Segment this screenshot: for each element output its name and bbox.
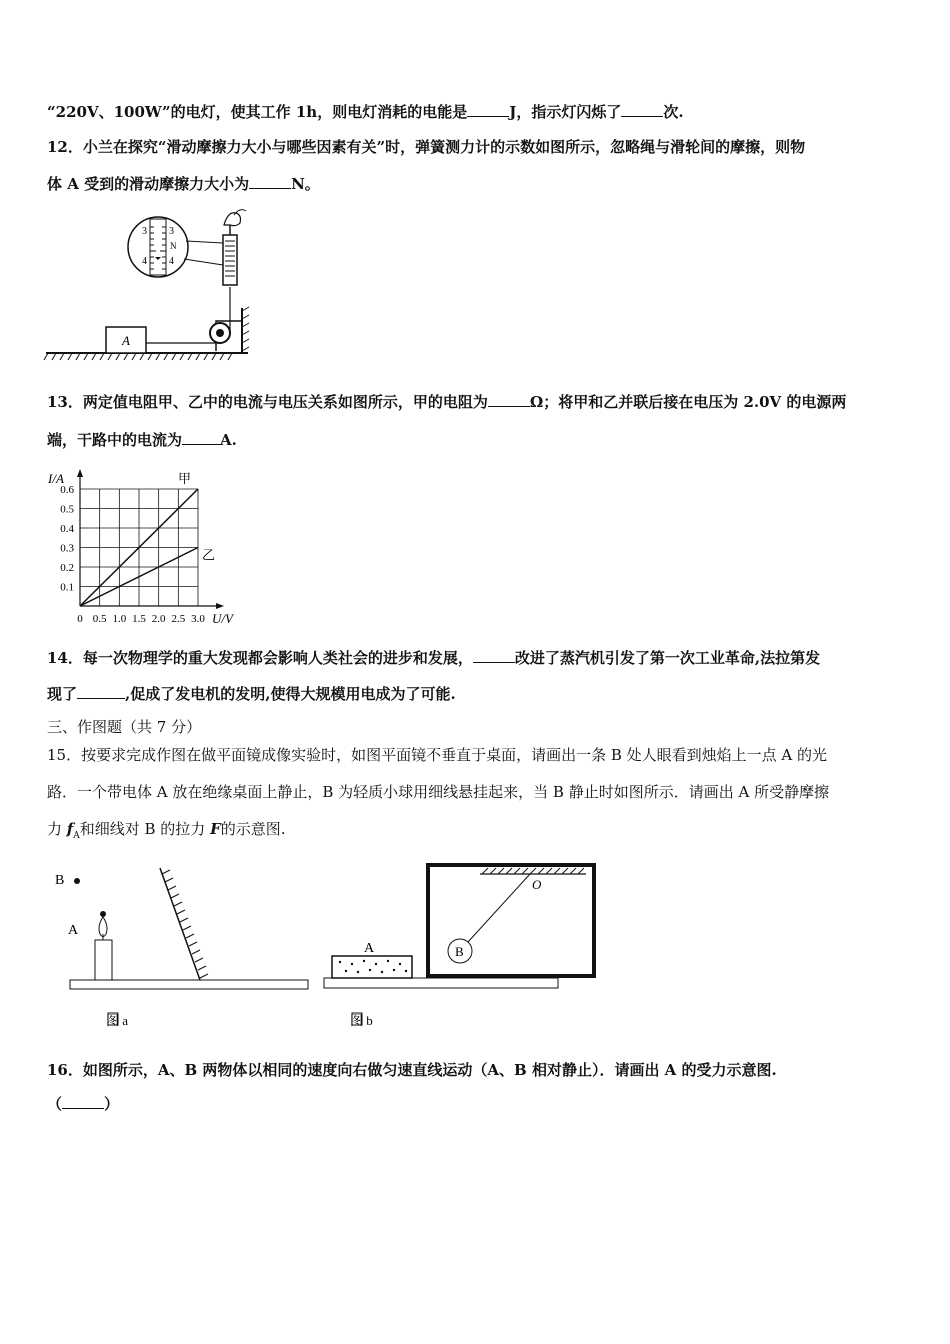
section-title: 三、作图题（共 7 分） — [47, 718, 202, 736]
svg-text:图 b: 图 b — [350, 1013, 373, 1028]
svg-text:4: 4 — [142, 256, 147, 267]
figure-a — [50, 860, 320, 1035]
q14-line2: 现了 ,促成了发电机的发明,使得大规模用电成为了可能. — [47, 685, 456, 703]
y-tick-label: 0.4 — [60, 523, 74, 535]
answer-blank[interactable] — [488, 392, 530, 407]
q14-line1: 14．每一次物理学的重大发现都会影响人类社会的进步和发展， 改进了蒸汽机引发了第一次工业革命,法拉第发 — [47, 649, 821, 667]
q11-text: “220V、100W”的电灯，使其工作 1h，则电灯消耗的电能是 J，指示灯闪烁了 次. — [47, 103, 684, 121]
svg-text:A: A — [364, 941, 375, 956]
y-tick-label: 0.6 — [60, 484, 74, 496]
x-tick-label: 0 — [77, 613, 83, 625]
svg-text:B: B — [55, 873, 65, 888]
answer-blank[interactable] — [473, 648, 515, 663]
iu-chart — [40, 462, 250, 632]
figure-b — [320, 860, 610, 1035]
y-tick-label: 0.3 — [60, 542, 74, 555]
series-label: 乙 — [202, 547, 216, 563]
x-tick-label: 1.5 — [132, 613, 146, 625]
svg-text:N: N — [170, 241, 177, 251]
x-tick-label: 3.0 — [191, 613, 205, 625]
q13-line1: 13．两定值电阻甲、乙中的电流与电压关系如图所示，甲的电阻为 Ω；将甲和乙并联后接在电压为 2.0V 的电源两 — [47, 393, 847, 411]
y-tick-label: 0.5 — [60, 503, 74, 516]
answer-blank[interactable] — [182, 430, 220, 445]
svg-text:B: B — [455, 944, 464, 959]
x-axis-label: U/V — [212, 611, 233, 626]
q12-line1: 12．小兰在探究“滑动摩擦力大小与哪些因素有关”时，弹簧测力计的示数如图所示，忽略绳与滑轮间的摩擦，则物 — [47, 138, 806, 156]
answer-blank[interactable] — [249, 174, 291, 189]
x-axis-arrow — [216, 603, 224, 609]
block-a — [332, 956, 412, 978]
svg-text:A: A — [122, 333, 130, 348]
answer-blank[interactable] — [77, 684, 125, 699]
svg-text:O: O — [532, 877, 542, 892]
q13-line2: 端，干路中的电流为 A. — [47, 431, 237, 449]
scale-magnifier — [128, 217, 188, 277]
y-axis-arrow — [77, 469, 83, 477]
x-tick-label: 2.5 — [171, 613, 186, 625]
x-tick-label: 2.0 — [151, 613, 166, 625]
y-tick-label: 0.1 — [60, 581, 74, 594]
q16-line1: 16．如图所示，A、B 两物体以相同的速度向右做匀速直线运动（A、B 相对静止）．请画出 A 的受力示意图. — [47, 1061, 777, 1079]
q16-answer: （ ） — [47, 1095, 120, 1113]
y-axis-label: I/A — [48, 471, 64, 486]
svg-text:图 a: 图 a — [106, 1013, 129, 1028]
q12-figure — [44, 203, 256, 363]
x-tick-label: 0.5 — [92, 613, 107, 625]
svg-text:3: 3 — [169, 226, 174, 237]
answer-blank[interactable] — [621, 102, 663, 117]
q12-line2: 体 A 受到的滑动摩擦力大小为 N。 — [47, 175, 320, 193]
x-tick-label: 1.0 — [112, 613, 127, 625]
q15-line1: 15．按要求完成作图在做平面镜成像实验时，如图平面镜不垂直于桌面，请画出一条 B 处人眼看到烛焰上一点 A 的光 — [47, 746, 828, 764]
q15-line3: 力 $f_A$和细线对 B 的拉力 F的示意图. — [47, 820, 286, 841]
svg-text:3: 3 — [142, 226, 147, 237]
answer-blank[interactable] — [467, 102, 509, 117]
answer-blank[interactable] — [62, 1094, 104, 1109]
series-label: 甲 — [178, 471, 192, 486]
svg-text:4: 4 — [169, 256, 174, 267]
svg-text:A: A — [68, 923, 79, 938]
y-tick-label: 0.2 — [60, 562, 74, 574]
q15-line2: 路．一个带电体 A 放在绝缘桌面上静止，B 为轻质小球用细线悬挂起来，当 B 静止时如图所示．请画出 A 所受静摩擦 — [47, 783, 830, 801]
